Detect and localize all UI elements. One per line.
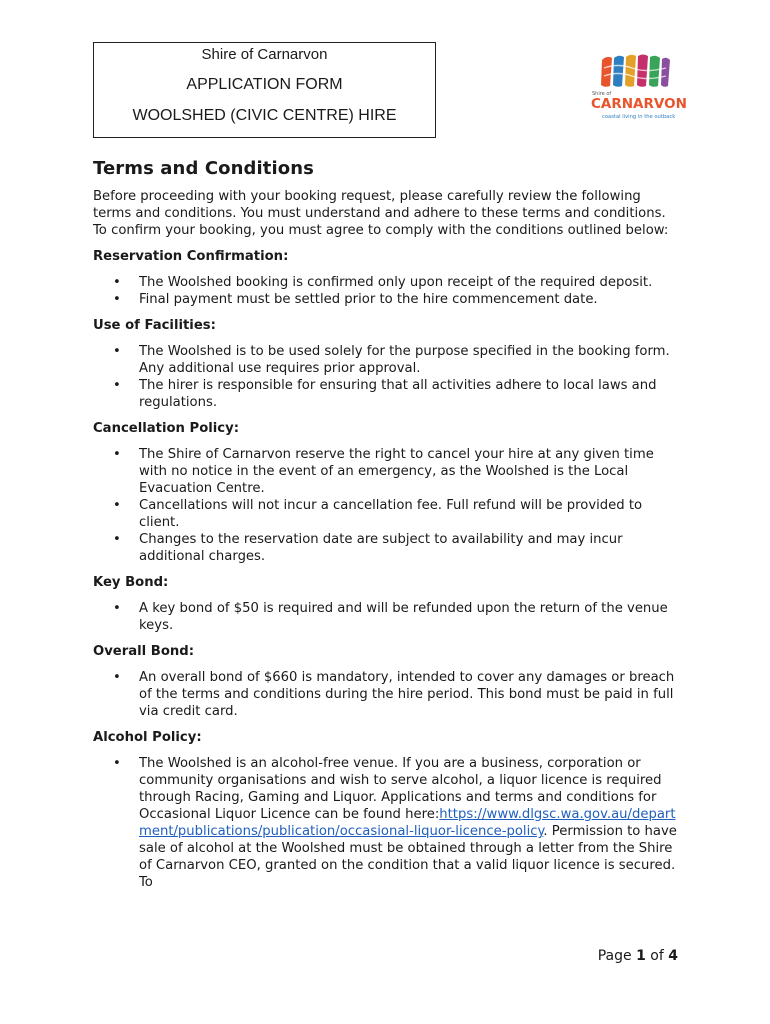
terms-content (93, 158, 678, 900)
logo-small-text: Shire of (592, 91, 612, 97)
section-overall-bond (93, 643, 678, 720)
section-cancellation-policy (93, 420, 678, 565)
organisation-name: Shire of Carnarvon (201, 46, 328, 63)
section-heading: Cancellation Policy: (93, 421, 239, 436)
logo-name: CARNARVON (591, 96, 687, 112)
section-heading: Use of Facilities: (93, 318, 216, 333)
bullet-list (93, 755, 678, 891)
terms-intro: Before proceeding with your booking request, please carefully review the following terms and conditions. You must understand and adhere to these terms and conditions. To confirm your booking, you must agree to comply with the conditions outlined below: (93, 189, 669, 238)
page-number-footer (598, 948, 678, 964)
shire-of-carnarvon-logo (588, 52, 688, 126)
list-item: • Changes to the reservation date are subject to availability and may incur additional charges. (93, 531, 678, 565)
section-use-of-facilities (93, 317, 678, 411)
form-header-box (93, 42, 436, 138)
of-label: of (650, 948, 664, 964)
terms-title: Terms and Conditions (93, 158, 314, 179)
bullet-list (93, 343, 678, 411)
alcohol-text-before: The Woolshed is an alcohol-free venue. If you are a business, corporation or community organisations and wish to serve alcohol, a liquor licence is required through Racing, Gaming and Liquor. Applications and terms and conditions for Occasional Liquor Licence can be found here: (139, 756, 662, 822)
list-item (93, 755, 678, 891)
liquor-licence-link[interactable]: https://www.dlgsc.wa.gov.au/department/publications/publication/occasional-liquor-licence-policy (139, 807, 676, 839)
list-item: • The Woolshed booking is confirmed only upon receipt of the required deposit. (93, 274, 678, 291)
bullet-list (93, 446, 678, 565)
list-item: • Cancellations will not incur a cancellation fee. Full refund will be provided to client. (93, 497, 678, 531)
venue-title: WOOLSHED (CIVIC CENTRE) HIRE (132, 107, 397, 124)
section-key-bond (93, 574, 678, 634)
list-item: • A key bond of $50 is required and will be refunded upon the return of the venue keys. (93, 600, 678, 634)
section-heading: Reservation Confirmation: (93, 249, 289, 264)
bullet-list (93, 600, 678, 634)
section-heading: Key Bond: (93, 575, 169, 590)
total-pages: 4 (668, 948, 678, 964)
bullet-list (93, 669, 678, 720)
section-alcohol-policy (93, 729, 678, 891)
page-label: Page (597, 948, 632, 964)
section-heading: Alcohol Policy: (93, 730, 202, 745)
list-item: • Final payment must be settled prior to the hire commencement date. (93, 291, 678, 308)
list-item: • The hirer is responsible for ensuring that all activities adhere to local laws and regulations. (93, 377, 678, 411)
list-item: • The Shire of Carnarvon reserve the right to cancel your hire at any given time with no notice in the event of an emergency, as the Woolshed is the Local Evacuation Centre. (93, 446, 678, 497)
list-item: • An overall bond of $660 is mandatory, intended to cover any damages or breach of the terms and conditions during the hire period. This bond must be paid in full via credit card. (93, 669, 678, 720)
alcohol-text-after: . Permission to have sale of alcohol at the Woolshed must be obtained through a letter from the Shire of Carnarvon CEO, granted on the condition that a valid liquor licence is secured. To (139, 824, 677, 890)
logo-tagline: coastal living in the outback (602, 114, 676, 120)
current-page: 1 (636, 948, 646, 964)
section-reservation-confirmation (93, 248, 678, 308)
section-heading: Overall Bond: (93, 644, 194, 659)
form-title: APPLICATION FORM (186, 76, 343, 93)
bullet-list (93, 274, 678, 308)
list-item: • The Woolshed is to be used solely for the purpose specified in the booking form. Any additional use requires prior approval. (93, 343, 678, 377)
